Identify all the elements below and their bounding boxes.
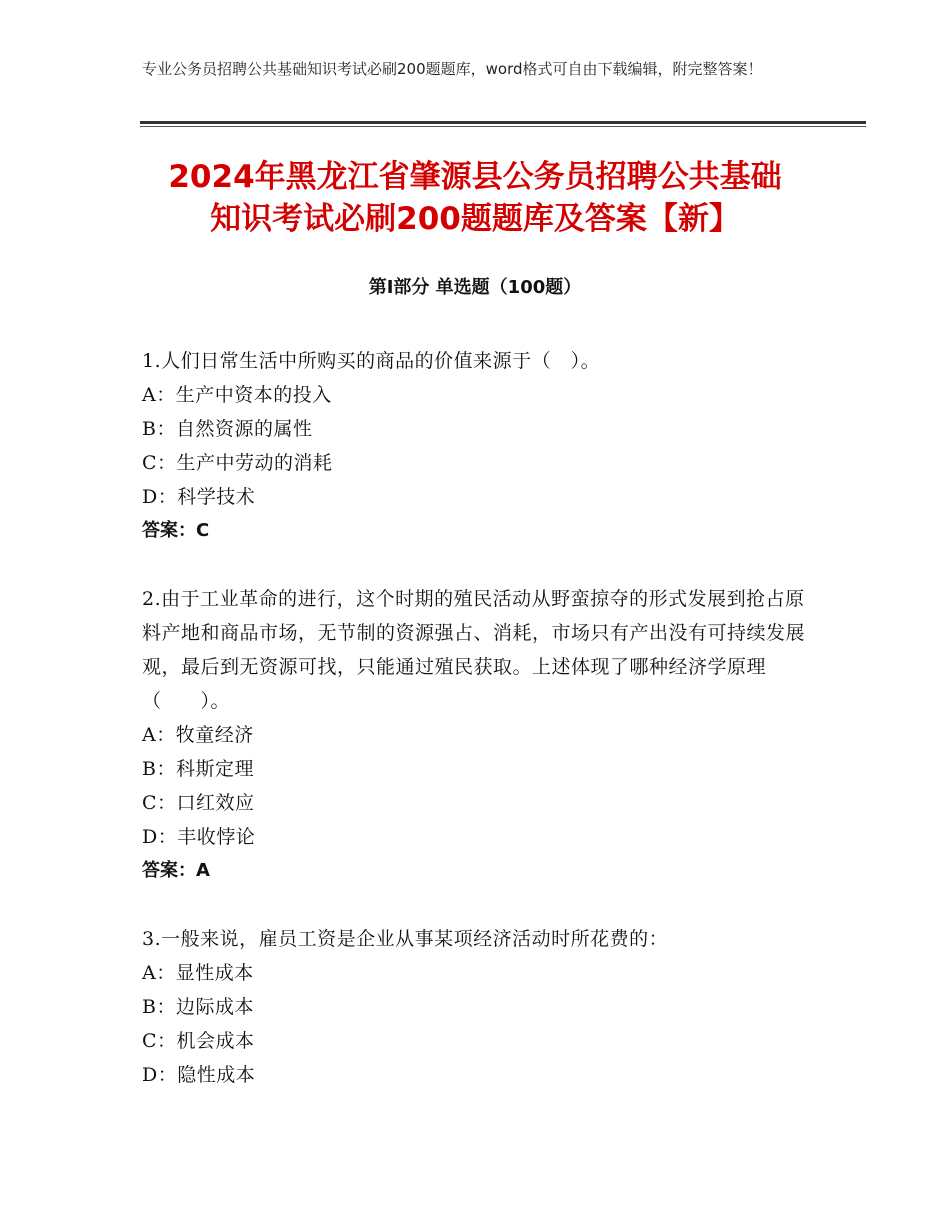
option-a: A：显性成本 (142, 962, 254, 984)
option-b: B：科斯定理 (142, 758, 254, 780)
header-divider-thick (140, 121, 866, 124)
option-c: C：机会成本 (142, 1030, 255, 1052)
question-stem: 1.人们日常生活中所购买的商品的价值来源于（ ）。 (142, 350, 601, 372)
answer: 答案：C (142, 520, 210, 541)
option-a: A：生产中资本的投入 (142, 384, 332, 406)
option-c: C：生产中劳动的消耗 (142, 452, 333, 474)
header-divider-thin (140, 126, 866, 127)
document-title-line-1: 2024年黑龙江省肇源县公务员招聘公共基础 (168, 159, 782, 195)
option-a: A：牧童经济 (142, 724, 254, 746)
document-title (100, 156, 850, 240)
option-d: D：科学技术 (142, 486, 256, 508)
option-b: B：边际成本 (142, 996, 254, 1018)
question-stem: 3.一般来说，雇员工资是企业从事某项经济活动时所花费的： (142, 928, 669, 950)
question-2 (142, 582, 822, 888)
document-title-line-2: 知识考试必刷200题题库及答案【新】 (210, 201, 740, 237)
question-1 (142, 344, 822, 548)
option-d: D：丰收悖论 (142, 826, 256, 848)
header-note: 专业公务员招聘公共基础知识考试必刷200题题库，word格式可自由下载编辑，附完整答案！ (142, 60, 763, 78)
option-d: D：隐性成本 (142, 1064, 256, 1086)
answer: 答案：A (142, 860, 210, 881)
option-b: B：自然资源的属性 (142, 418, 313, 440)
question-list (142, 344, 822, 1126)
section-title: 第Ⅰ部分 单选题（100题） (368, 277, 582, 298)
question-stem: 2.由于工业革命的进行，这个时期的殖民活动从野蛮掠夺的形式发展到抢占原料产地和商品市场，无节制的资源强占、消耗，市场只有产出没有可持续发展观，最后到无资源可找，只能通过殖民获取。上述体现了哪种经济学原理（ ）。 (142, 588, 806, 712)
question-3 (142, 922, 822, 1092)
option-c: C：口红效应 (142, 792, 255, 814)
